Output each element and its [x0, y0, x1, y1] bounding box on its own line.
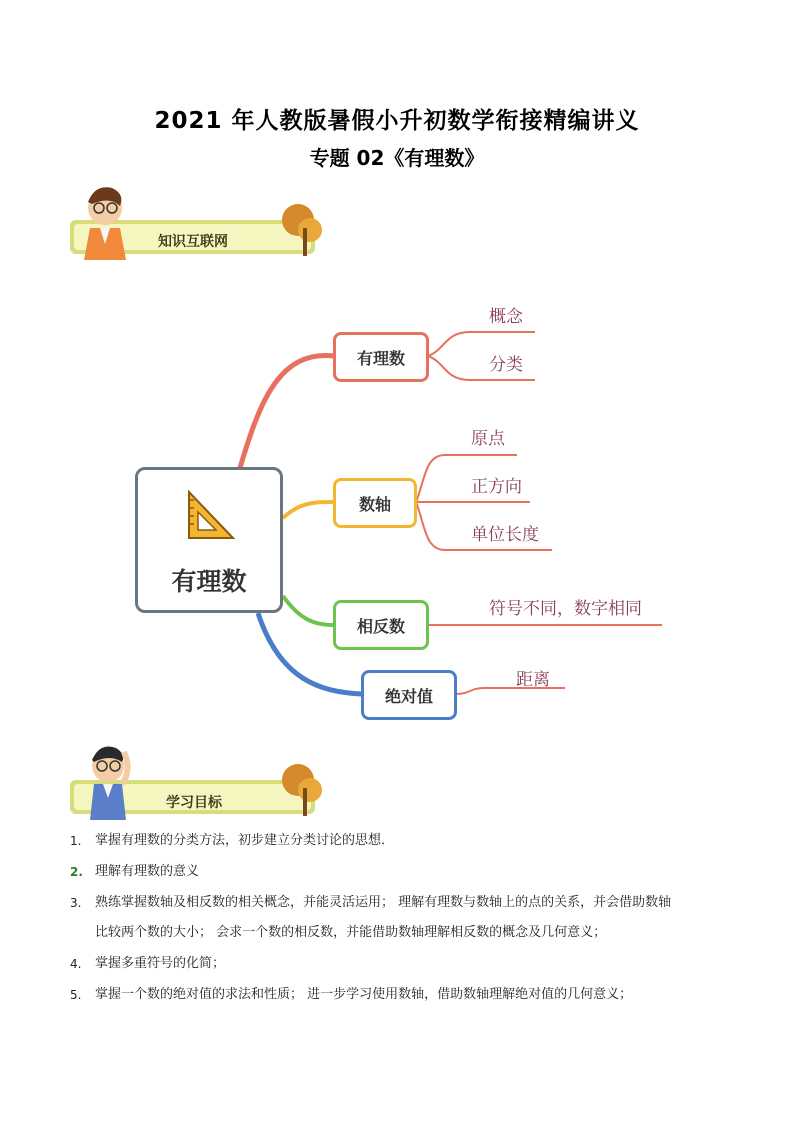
branch-node-number-line — [333, 478, 417, 528]
section-label-goals: 学习目标 — [166, 795, 222, 811]
branch-node-absolute — [361, 670, 457, 720]
set-square-icon — [183, 488, 237, 542]
leaf-origin: 原点 — [471, 429, 505, 449]
branch-node-rational — [333, 332, 429, 382]
list-item — [70, 949, 730, 979]
list-number: 5. — [70, 988, 82, 1002]
section-label-knowledge: 知识互联网 — [158, 234, 228, 250]
list-text: 掌握有理数的分类方法，初步建立分类讨论的思想． — [95, 833, 395, 848]
branch-label: 相反数 — [356, 616, 405, 636]
center-topic-box — [135, 467, 283, 613]
list-item — [70, 857, 730, 887]
center-topic-label: 有理数 — [171, 567, 247, 596]
list-item — [70, 888, 730, 948]
list-item — [70, 826, 730, 856]
learning-goals-list — [70, 826, 730, 1011]
leaf-concept: 概念 — [489, 307, 523, 327]
leaf-distance: 距离 — [516, 670, 550, 690]
list-text: 理解有理数的意义 — [95, 864, 200, 879]
leaf-positive-direction: 正方向 — [471, 477, 522, 497]
leaf-opposite-desc: 符号不同，数字相同 — [489, 599, 642, 619]
document-subtitle: 专题 02《有理数》 — [309, 146, 485, 170]
list-number: 2. — [70, 865, 83, 879]
list-text: 掌握多重符号的化简； — [95, 956, 226, 971]
list-number: 1. — [70, 834, 82, 848]
branch-label: 绝对值 — [384, 686, 433, 706]
branch-label: 有理数 — [356, 348, 405, 368]
document-title: 2021 年人教版暑假小升初数学衔接精编讲义 — [154, 108, 640, 134]
list-text: 掌握一个数的绝对值的求法和性质； 进一步学习使用数轴，借助数轴理解绝对值的几何意义； — [95, 987, 633, 1002]
branch-node-opposite — [333, 600, 429, 650]
section-banner-knowledge — [70, 180, 330, 280]
leaf-unit-length: 单位长度 — [471, 525, 539, 545]
list-text-continuation: 比较两个数的大小； 会求一个数的相反数，并能借助数轴理解相反数的概念及几何意义； — [95, 925, 607, 940]
leaf-classification: 分类 — [489, 355, 523, 375]
section-banner-goals — [70, 740, 330, 840]
list-text: 熟练掌握数轴及相反数的相关概念，并能灵活运用； 理解有理数与数轴上的点的关系，并会借助数轴 — [95, 895, 672, 910]
list-item — [70, 980, 730, 1010]
list-number: 4. — [70, 957, 82, 971]
list-number: 3. — [70, 896, 82, 910]
mind-map — [0, 280, 794, 740]
branch-label: 数轴 — [358, 494, 391, 514]
